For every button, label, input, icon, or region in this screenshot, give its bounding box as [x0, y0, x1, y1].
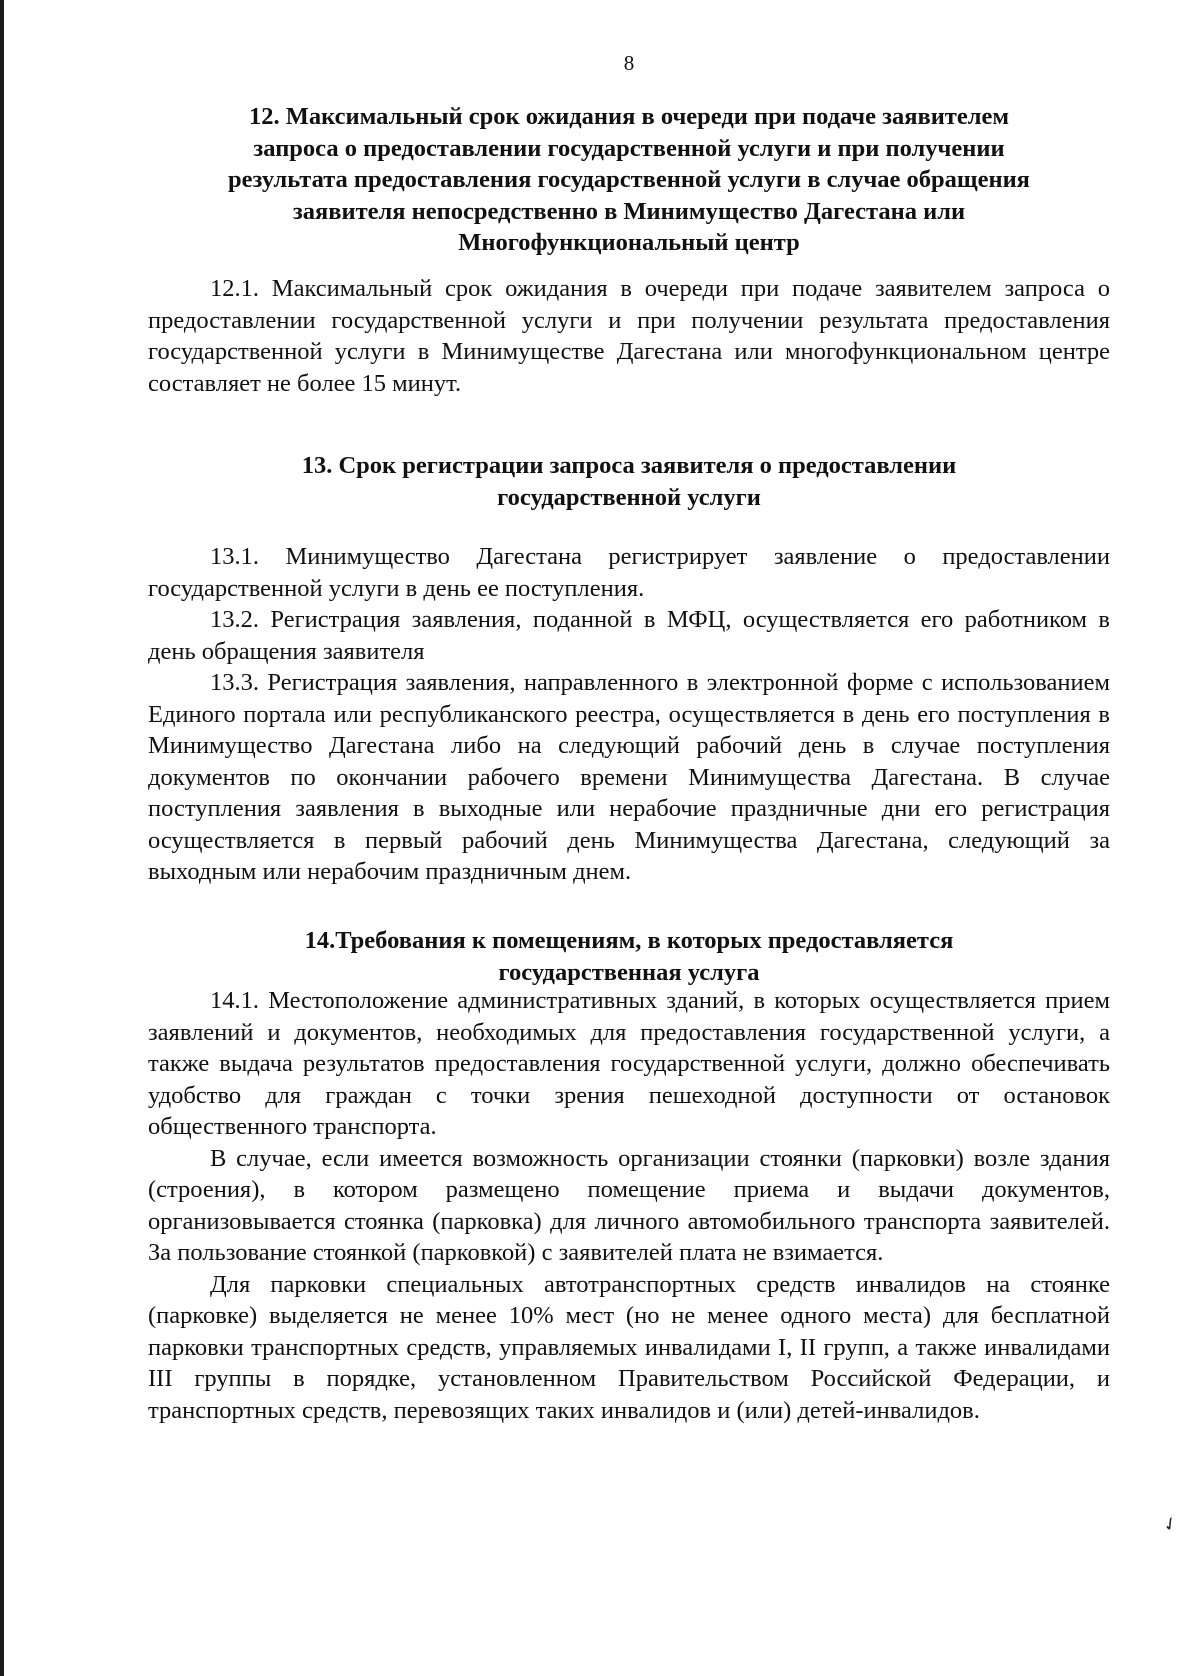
scan-edge — [0, 0, 4, 1676]
section-13-heading — [148, 450, 1110, 513]
heading-line: заявителя непосредственно в Минимущество Дагестана или — [292, 197, 966, 225]
paragraph-14-1: 14.1. Местоположение административных зданий, в которых осуществляется прием заявлений и документов, необходимых для предоставления государственной услуги, а также выдача результатов предоставления государственной услуги, должно обеспечивать удобство для граждан с точки зрения пешеходной доступности от остановок общественного транспорта. — [148, 987, 1110, 1140]
paragraph-14-parking: В случае, если имеется возможность организации стоянки (парковки) возле здания (строения), в котором размещено помещение приема и выдачи документов, организовывается стоянка (парковка) для личного автомобильного транспорта заявителей. За пользование стоянкой (парковкой) с заявителей плата не взимается. — [148, 1144, 1110, 1266]
heading-line: государственной услуги — [497, 483, 761, 511]
section-12-body — [148, 273, 1110, 399]
paragraph-13-1: 13.1. Минимущество Дагестана регистрирует заявление о предоставлении государственной услуги в день ее поступления. — [148, 543, 1110, 602]
section-14-heading — [148, 925, 1110, 988]
heading-line: 12. Максимальный срок ожидания в очереди при подаче заявителем — [248, 103, 1010, 130]
heading-line: результата предоставления государственной услуги в случае обращения — [228, 166, 1030, 193]
page-number: 8 — [623, 51, 635, 75]
heading-line: 13. Срок регистрации запроса заявителя о предоставлении — [301, 452, 957, 479]
heading-line: 14.Требования к помещениям, в которых предоставляется — [304, 927, 954, 954]
scan-mark: ✓ — [1158, 1511, 1182, 1537]
paragraph-13-2: 13.2. Регистрация заявления, поданной в МФЦ, осуществляется его работником в день обращения заявителя — [148, 606, 1110, 665]
paragraph-13-3: 13.3. Регистрация заявления, направленного в электронной форме с использованием Единого портала или республиканского реестра, осуществляется в день его поступления в Минимущество Дагестана либо на следующий рабочий день в случае поступления документов по окончании рабочего времени Минимущества Дагестана. В случае поступления заявления в выходные или нерабочие праздничные дни его регистрация осуществляется в первый рабочий день Минимущества Дагестана, следующий за выходным или нерабочим праздничным днем. — [148, 669, 1110, 885]
section-12-heading — [148, 101, 1110, 259]
paragraph-12-1: 12.1. Максимальный срок ожидания в очереди при подаче заявителем запроса о предоставлении государственной услуги и при получении результата предоставления государственной услуги в Минимуществе Дагестана или многофункциональном центре составляет не более 15 минут. — [148, 275, 1110, 397]
section-14-body — [148, 985, 1110, 1426]
heading-line: Многофункциональный центр — [458, 229, 800, 256]
section-13-body — [148, 541, 1110, 888]
heading-line: государственная услуга — [498, 958, 760, 986]
heading-line: запроса о предоставлении государственной услуги и при получении — [253, 134, 1005, 162]
paragraph-14-disabled-parking: Для парковки специальных автотранспортных средств инвалидов на стоянке (парковке) выделяется не менее 10% мест (но не менее одного места) для бесплатной парковки транспортных средств, управляемых инвалидами I, II групп, а также инвалидами III группы в порядке, установленном Правительством Российской Федерации, и транспортных средств, перевозящих таких инвалидов и (или) детей-инвалидов. — [148, 1270, 1110, 1424]
